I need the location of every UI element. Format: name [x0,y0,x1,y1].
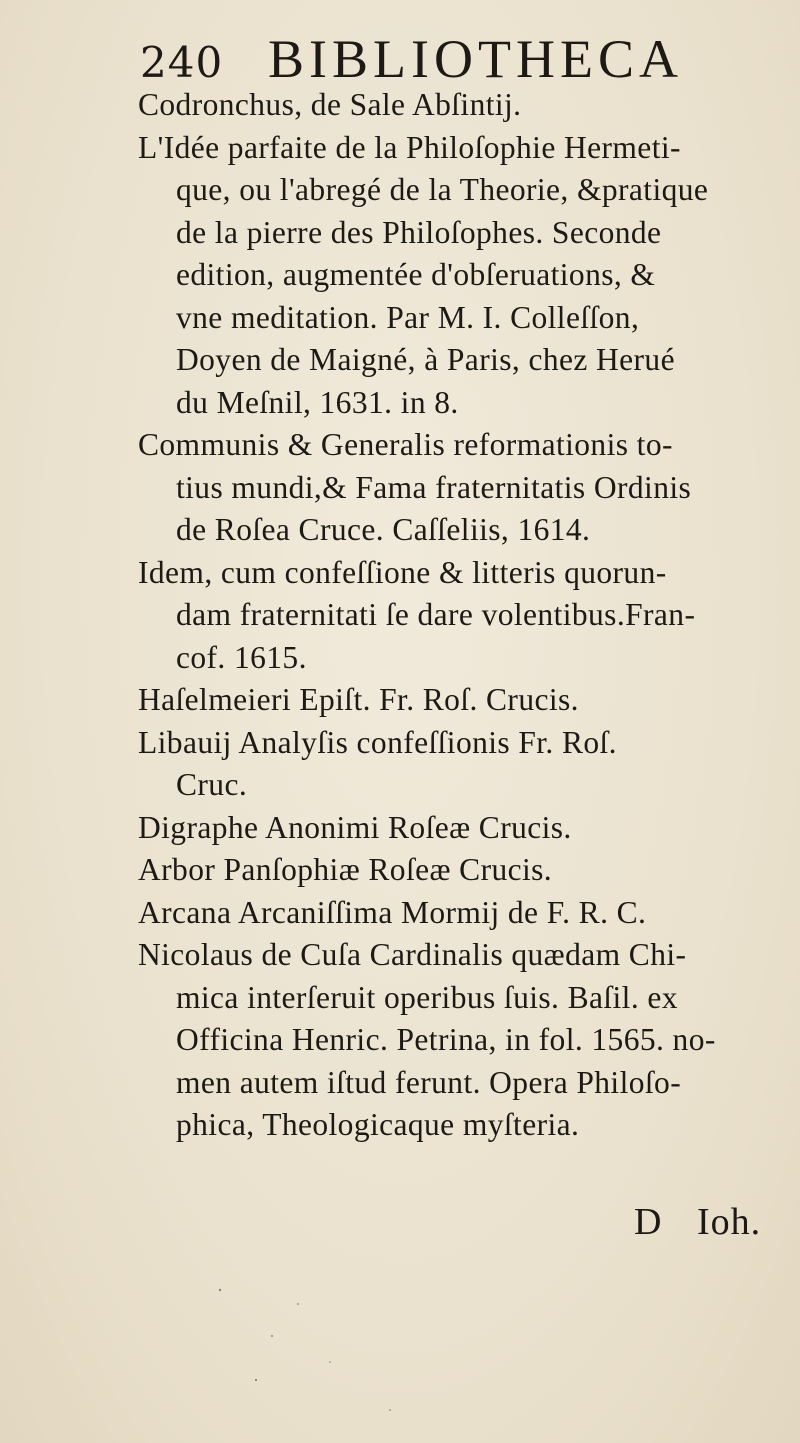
entry-continuation-line: phica, Theologicaque myſteria. [176,1107,580,1142]
entry-continuation-line: du Meſnil, 1631. in 8. [176,384,459,420]
entry-first-line: Arcana Arcaniſſima Mormij de F. R. C. [138,894,647,930]
page-number: 240 [140,38,224,87]
bibliography-entry [138,552,778,680]
entry-continuation-line: men autem iſtud ferunt. Opera Philoſo- [176,1064,682,1100]
page-header [140,28,700,88]
entry-continuation-line: Officina Henric. Petrina, in fol. 1565. no- [176,1022,716,1057]
entry-first-line: Arbor Panſophiæ Roſeæ Crucis. [138,852,553,887]
entry-first-line: Communis & Generalis reformationis to- [138,427,673,462]
bibliography-entry [138,892,778,935]
signature-mark: D [634,1201,663,1243]
entry-continuation-line: tius mundi,& Fama fraternitatis Ordinis [176,469,692,505]
paper-specks [180,1270,480,1430]
entry-continuation-line: vne meditation. Par M. I. Colleſſon, [176,299,640,335]
bibliography-entry [138,849,778,892]
entry-first-line: Codronchus, de Sale Abſintij. [138,87,522,122]
entry-continuation-line: de Roſea Cruce. Caſſeliis, 1614. [176,512,591,547]
entry-continuation-line: de la pierre des Philoſophes. Seconde [176,214,662,250]
bibliography-entry [138,722,778,807]
entry-first-line: Libauij Analyſis confeſſionis Fr. Roſ. [138,724,617,760]
bibliography-entry [138,679,778,722]
bibliography-entry [138,84,778,127]
catchword: Ioh. [696,1201,762,1243]
bibliography-entry [138,934,778,1147]
entry-continuation-line: Doyen de Maigné, à Paris, chez Herué [176,342,675,377]
entry-continuation-line: cof. 1615. [176,639,307,675]
bibliography-entry [138,127,778,425]
catchword-line [634,1200,761,1244]
entry-continuation-line: dam fraternitati ſe dare volentibus.Fran- [176,597,696,632]
entry-first-line: Haſelmeieri Epiſt. Fr. Roſ. Crucis. [138,682,579,717]
entry-first-line: Nicolaus de Cuſa Cardinalis quædam Chi- [138,937,687,972]
entry-continuation-line: mica interſeruit operibus ſuis. Baſil. ex [176,979,678,1015]
entry-first-line: Digraphe Anonimi Roſeæ Crucis. [138,809,572,845]
entry-continuation-line: edition, augmentée d'obſeruations, & [176,257,656,292]
entry-continuation-line: que, ou l'abregé de la Theorie, &pratique [176,172,709,207]
entry-first-line: Idem, cum confeſſione & litteris quorun- [138,554,667,590]
bibliography-entry [138,807,778,850]
running-head: BIBLIOTHECA [268,29,683,89]
entry-continuation-line: Cruc. [176,767,248,802]
bibliography-entries [138,84,778,1147]
entry-first-line: L'Idée parfaite de la Philoſophie Hermeti- [138,129,681,165]
bibliography-entry [138,424,778,552]
